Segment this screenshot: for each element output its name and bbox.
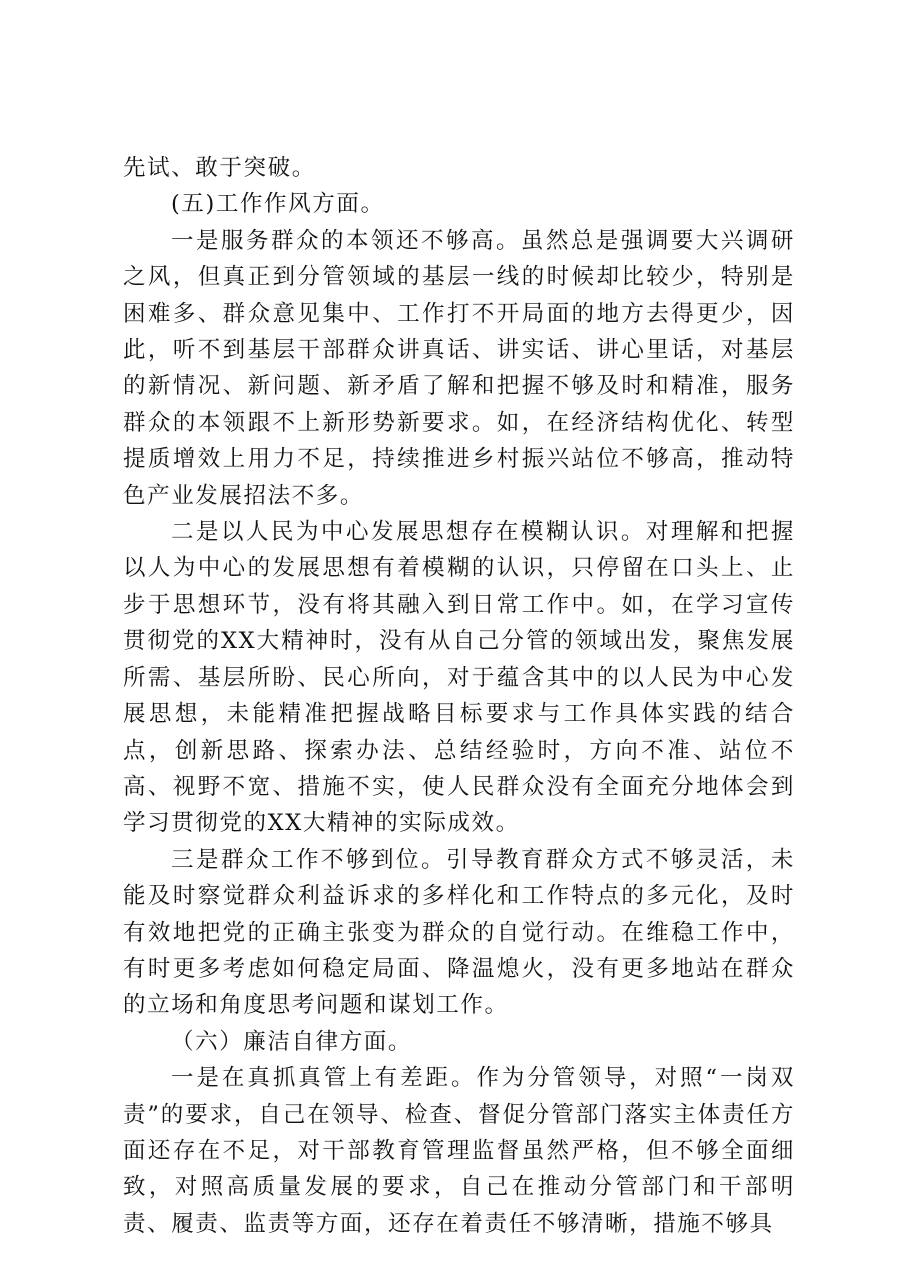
section-heading-work-style: (五)工作作风方面。	[171, 191, 385, 218]
paragraph-people-centered: 二是以人民为中心发展思想存在模糊认识。对理解和把握以人为中心的发展思想有着模糊的认识，只停留在口头上、止步于思想环节，没有将其融入到日常工作中。如，在学习宣传贯彻党的XX大精神时，没有从自己分管的领域出发，聚焦发展所需、基层所盼、民心所向，对于蕴含其中的以人民为中心发展思想，未能精准把握战略目标要求与工作具体实践的结合点，创新思路、探索办法、总结经验时，方向不准、站位不高、视野不宽、措施不实，使人民群众没有全面充分地体会到学习贯彻党的XX大精神的实际成效。	[123, 519, 795, 837]
document-body	[123, 150, 795, 1242]
section-heading-integrity: （六）廉洁自律方面。	[171, 1028, 413, 1055]
paragraph-serving-masses: 一是服务群众的本领还不够高。虽然总是强调要大兴调研之风，但真正到分管领域的基层一线的时候却比较少，特别是困难多、群众意见集中、工作打不开局面的地方去得更少，因此，听不到基层干部群众讲真话、讲实话、讲心里话，对基层的新情况、新问题、新矛盾了解和把握不够及时和精准，服务群众的本领跟不上新形势新要求。如，在经济结构优化、转型提质增效上用力不足，持续推进乡村振兴站位不够高，推动特色产业发展招法不多。	[123, 227, 795, 509]
paragraph-continuation: 先试、敢于突破。	[123, 155, 316, 181]
paragraph-management-gap: 一是在真抓真管上有差距。作为分管领导，对照“一岗双责”的要求，自己在领导、检查、督促分管部门落实主体责任方面还存在不足，对干部教育管理监督虽然严格，但不够全面细致，对照高质量发展的要求，自己在推动分管部门和干部明责、履责、监责等方面，还存在着责任不够清晰，措施不够具	[123, 1065, 795, 1237]
paragraph-mass-work: 三是群众工作不够到位。引导教育群众方式不够灵活，未能及时察觉群众利益诉求的多样化和工作特点的多元化，及时有效地把党的正确主张变为群众的自觉行动。在维稳工作中，有时更多考虑如何稳定局面、降温熄火，没有更多地站在群众的立场和角度思考问题和谋划工作。	[123, 846, 795, 1019]
